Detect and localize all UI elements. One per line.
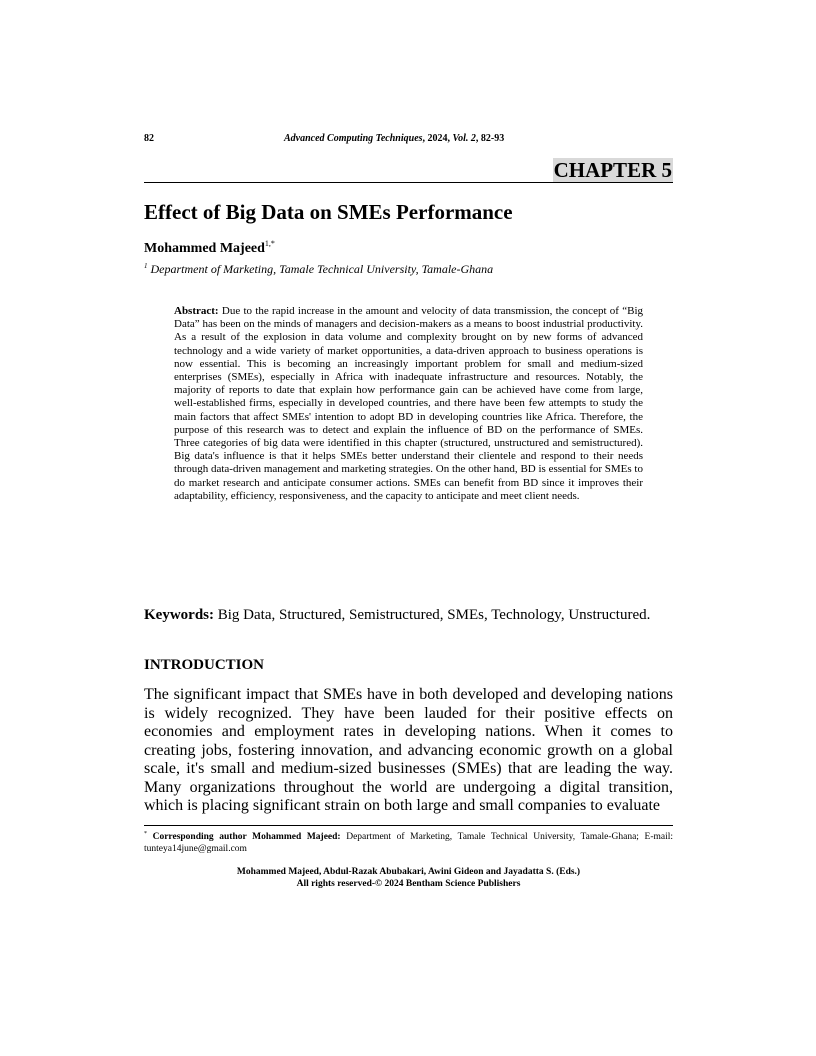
footnote-text: Department of Marketing, Tamale Technical University, Tamale-Ghana; E-mail: tunteya14june@gmail.com (144, 832, 674, 854)
chapter-rule (144, 182, 673, 183)
footnote-mark: * (144, 831, 147, 837)
abstract-label: Abstract: (174, 305, 219, 317)
editors-block (144, 866, 673, 890)
journal-pages: , 82-93 (475, 133, 505, 144)
journal-citation (284, 132, 504, 146)
footnote (144, 828, 673, 855)
author-name: Mohammed Majeed (144, 241, 265, 256)
copyright-line: All rights reserved-© 2024 Bentham Science Publishers (296, 879, 521, 889)
page-number: 82 (144, 133, 154, 144)
keywords-label: Keywords: (144, 607, 214, 623)
abstract-text: Due to the rapid increase in the amount and velocity of data transmission, the concept of “Big Data” has been on the minds of managers and decision-makers as a means to boost industrial productivity. As a result of the explosion in data volume and complexity brought on by new forms of advanced technology and a wide variety of market opportunities, a data-driven approach to business operations is now essential. This is becoming an increasingly important problem for small and medium-sized enterprises (SMEs), especially in Africa with inadequate infrastructure and resources. Notably, the majority of reports to date that explain how performance gain can be achieved have come from large, well-established firms, especially in developed countries, and there have been few attempts to study the main factors that affect SMEs' intention to adopt BD in developing countries like Africa. Therefore, the purpose of this research was to detect and explain the influence of BD on the performance of SMEs. Three categories of big data were identified in this chapter (structured, unstructured and semistructured). Big data's influence is that it helps SMEs better understand their clientele and respond to their needs through data-driven management and marketing strategies. On the other hand, BD is essential for SMEs to do market research and anticipate consumer actions. SMEs can benefit from BD since it improves their adaptability, efficiency, responsiveness, and the capacity to anticipate and meet client needs. (174, 305, 643, 502)
footnote-label: Corresponding author Mohammed Majeed: (152, 832, 341, 842)
author-line (144, 235, 275, 258)
journal-year: , 2024, (422, 133, 453, 144)
affiliation (144, 258, 493, 277)
keywords (144, 606, 673, 624)
chapter-label: CHAPTER 5 (553, 158, 672, 182)
footnote-rule (144, 825, 673, 826)
abstract (174, 305, 643, 503)
journal-name: Advanced Computing Techniques (284, 133, 423, 144)
chapter-title: Effect of Big Data on SMEs Performance (144, 200, 513, 224)
affiliation-mark: 1 (144, 262, 148, 270)
keywords-text: Big Data, Structured, Semistructured, SMEs, Technology, Unstructured. (217, 607, 651, 623)
introduction-paragraph: The significant impact that SMEs have in both developed and developing nations is widely recognized. They have been lauded for their positive effects on economies and employment rates in developing nations. When it comes to creating jobs, fostering innovation, and advancing economic growth on a global scale, it's small and medium-sized businesses (SMEs) that are leading the way. Many organizations throughout the world are undergoing a digital transition, which is placing significant strain on both large and small companies to evaluate (144, 686, 673, 814)
editors-line: Mohammed Majeed, Abdul-Razak Abubakari, Awini Gideon and Jayadatta S. (Eds.) (236, 867, 581, 877)
journal-volume: Vol. 2 (452, 133, 476, 144)
section-heading-introduction: INTRODUCTION (144, 657, 265, 673)
affiliation-text: Department of Marketing, Tamale Technical University, Tamale-Ghana (150, 262, 494, 276)
author-marks: 1,* (264, 239, 275, 248)
